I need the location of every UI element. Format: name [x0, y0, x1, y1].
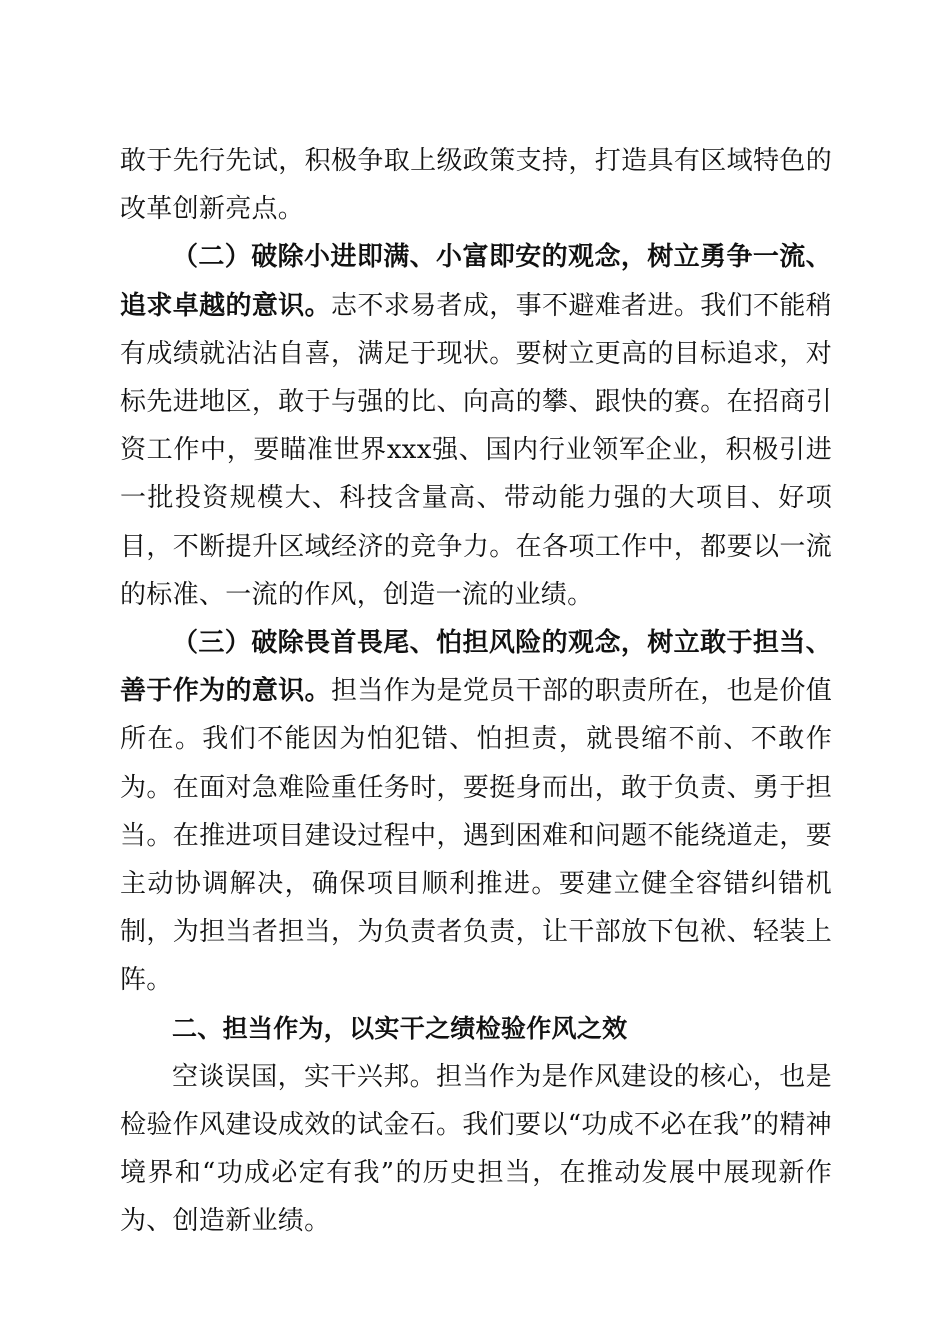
- paragraph-continuation: [120, 137, 832, 233]
- paragraph-text: 担当作为是党员干部的职责所在，也是价值所在。我们不能因为怕犯错、怕担责，就畏缩不前、不敢作为。在面对急难险重任务时，要挺身而出，敢于负责、勇于担当。在推进项目建设过程中，遇到困难和问题不能绕道走，要主动协调解决，确保项目顺利推进。要建立健全容错纠错机制，为担当者担当，为负责者负责，让干部放下包袱、轻装上阵。: [120, 676, 832, 996]
- paragraph-section-intro: [120, 1053, 832, 1246]
- section-heading: 二、担当作为，以实干之绩检验作风之效: [172, 1013, 628, 1043]
- document-body: [120, 137, 832, 1246]
- paragraph-text: 志不求易者成，事不避难者进。我们不能稍有成绩就沾沾自喜，满足于现状。要树立更高的目标追求，对标先进地区，敢于与强的比、向高的攀、跟快的赛。在招商引资工作中，要瞄准世界xxx强、国内行业领军企业，积极引进一批投资规模大、科技含量高、带动能力强的大项目、好项目，不断提升区域经济的竞争力。在各项工作中，都要以一流的标准、一流的作风，创造一流的业绩。: [120, 290, 832, 610]
- paragraph-text: 敢于先行先试，积极争取上级政策支持，打造具有区域特色的改革创新亮点。: [120, 146, 832, 225]
- paragraph-text: 空谈误国，实干兴邦。担当作为是作风建设的核心，也是检验作风建设成效的试金石。我们要以“功成不必在我”的精神境界和“功成必定有我”的历史担当，在推动发展中展现新作为、创造新业绩。: [120, 1061, 832, 1237]
- paragraph-lead-sentence: （二）破除小进即满、小富即安的观念，树立勇争一流、追求卓越的意识。: [120, 242, 832, 321]
- paragraph-point-three: [120, 619, 832, 1005]
- paragraph-point-two: [120, 233, 832, 619]
- paragraph-lead-sentence: （三）破除畏首畏尾、怕担风险的观念，树立敢于担当、善于作为的意识。: [120, 628, 832, 707]
